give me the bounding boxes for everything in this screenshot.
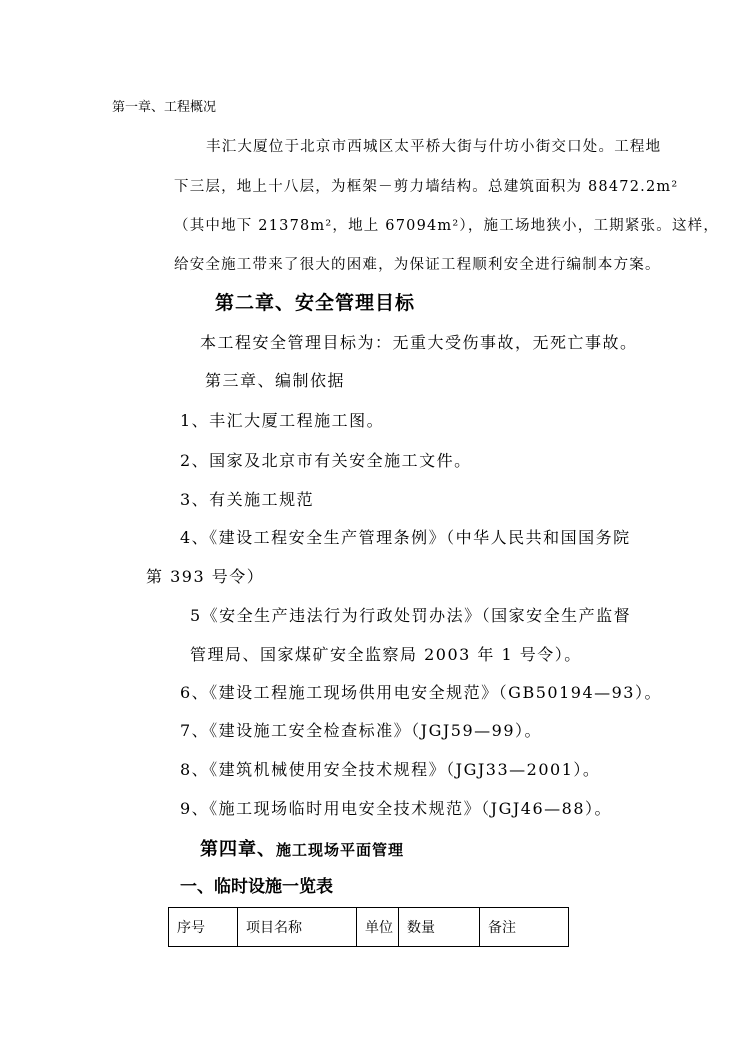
table-header-cell: 数量 [399,908,480,947]
basis-item-7: 7、《建设施工安全检查标准》（JGJ59—99）。 [180,721,543,740]
chapter1-paragraph-line-2: 下三层，地上十八层，为框架－剪力墙结构。总建筑面积为 88472.2m² [174,179,679,195]
section1-title: 一、临时设施一览表 [180,877,333,897]
table-header-cell: 项目名称 [238,908,357,947]
chapter1-title: 第一章、工程概况 [112,100,217,115]
chapter4-title-rest: 施工现场平面管理 [276,841,405,859]
temporary-facilities-table [168,907,569,947]
chapter4-title-main: 第四章、 [200,839,276,860]
basis-item-8: 8、《建筑机械使用安全技术规程》（JGJ33—2001）。 [180,760,601,779]
basis-item-6: 6、《建设工程施工现场供用电安全规范》（GB50194—93）。 [180,683,662,702]
chapter2-goal-text: 本工程安全管理目标为：无重大受伤事故，无死亡事故。 [200,333,638,352]
chapter3-title: 第三章、编制依据 [205,371,346,390]
table-header-cell: 单位 [357,908,399,947]
table-header-row [169,908,569,947]
table-header-cell: 备注 [480,908,569,947]
basis-item-9: 9、《施工现场临时用电安全技术规范》（JGJ46—88）。 [180,799,613,818]
basis-item-4: 4、《建设工程安全生产管理条例》（中华人民共和国国务院 [180,528,631,547]
chapter1-paragraph-line-1: 丰汇大厦位于北京市西城区太平桥大街与什坊小街交口处。工程地 [206,139,662,155]
basis-item-4-continued: 第 393 号令） [146,567,265,586]
basis-item-1: 1、丰汇大厦工程施工图。 [180,411,385,430]
basis-item-2: 2、国家及北京市有关安全施工文件。 [180,451,472,470]
chapter4-title [200,838,404,862]
table-header-cell: 序号 [169,908,238,947]
basis-item-5-continued: 管理局、国家煤矿安全监察局 2003 年 1 号令）。 [190,645,582,664]
basis-item-3: 3、有关施工规范 [180,490,315,509]
basis-item-5: 5《安全生产违法行为行政处罚办法》（国家安全生产监督 [190,606,632,625]
chapter2-title: 第二章、安全管理目标 [215,292,416,314]
chapter1-paragraph-line-3: （其中地下 21378m²，地上 67094m²），施工场地狭小，工期紧张。这样， [174,218,720,234]
chapter1-paragraph-line-4: 给安全施工带来了很大的困难，为保证工程顺利安全进行编制本方案。 [174,257,661,273]
